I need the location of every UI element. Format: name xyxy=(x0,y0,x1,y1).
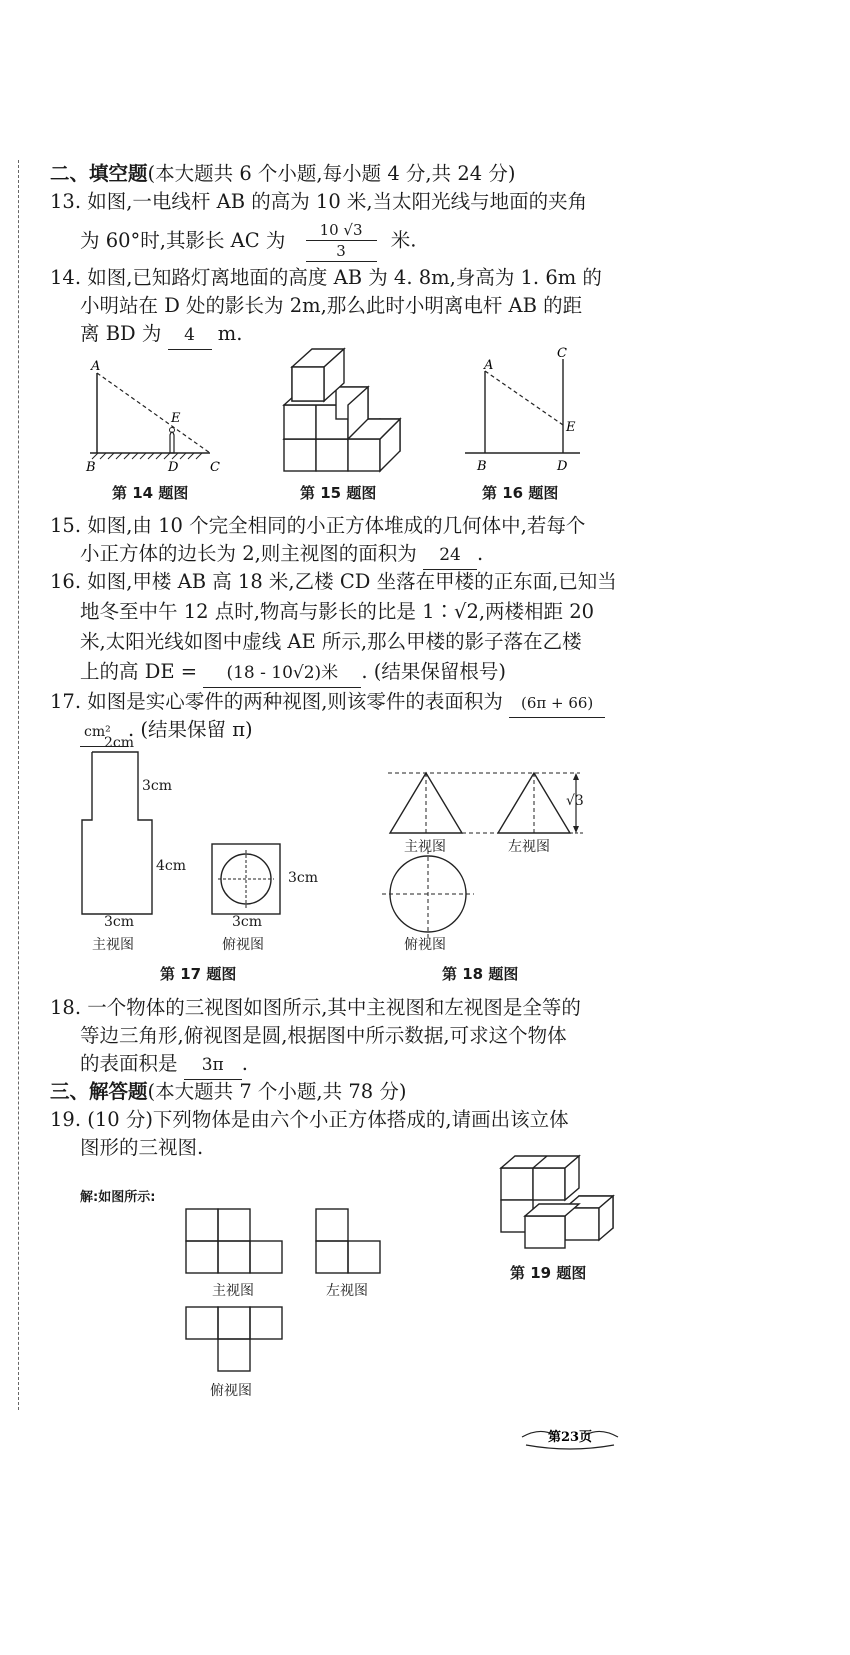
page-number-ribbon xyxy=(520,1423,620,1451)
fig17-dim-2cm: 2cm xyxy=(104,735,135,751)
fig14-label-A: A xyxy=(91,359,101,374)
q19-line1: 19. (10 分)下列物体是由六个小正方体搭成的,请画出该立体 xyxy=(50,1108,569,1131)
section3-note: (本大题共 7 个小题,共 78 分) xyxy=(147,1080,407,1103)
fig17-dim-3cm-square-bottom: 3cm xyxy=(232,914,263,930)
answer19-intro: 解:如图所示: xyxy=(80,1190,156,1205)
q18-answer: 3π xyxy=(184,1051,242,1080)
fig17-dim-3cm-top: 3cm xyxy=(142,778,173,794)
q13-line2-pre: 为 60°时,其影长 AC 为 xyxy=(80,228,286,252)
page-number: 第23页 xyxy=(547,1430,593,1445)
section2-title: 二、填空题 xyxy=(50,162,148,185)
section2-heading xyxy=(50,160,515,188)
fig18-caption: 第 18 题图 xyxy=(442,965,519,983)
q14-line3-pre: 离 BD 为 xyxy=(80,322,162,345)
fig14-label-D: D xyxy=(168,460,179,475)
q16-line2: 地冬至中午 12 点时,物高与影长的比是 1∶√2,两楼相距 20 xyxy=(80,600,595,623)
fig18-left-view-label: 左视图 xyxy=(508,839,550,855)
q18-line2: 等边三角形,俯视图是圆,根据图中所示数据,可求这个物体 xyxy=(80,1024,567,1047)
q18-line3-post: . xyxy=(241,1052,248,1075)
q16-line4-pre: 上的高 DE = xyxy=(80,660,198,683)
q15-answer: 24 xyxy=(423,541,477,570)
fig16-caption: 第 16 题图 xyxy=(482,484,559,502)
q14-line3-post: m. xyxy=(217,322,243,345)
q19-line2: 图形的三视图. xyxy=(80,1136,204,1159)
q13-answer-numerator: 10 √3 xyxy=(306,220,377,241)
q16-answer: (18 - 10√2)米 xyxy=(203,659,361,688)
figure-14 xyxy=(80,355,230,477)
binding-margin-line xyxy=(18,160,19,1410)
q16-line4-post: . (结果保留根号) xyxy=(361,660,506,683)
q16-line4 xyxy=(50,658,506,688)
q14-line2: 小明站在 D 处的影长为 2m,那么此时小明离电杆 AB 的距 xyxy=(80,294,583,317)
answer19-left-view-label: 左视图 xyxy=(326,1283,368,1299)
fig14-caption: 第 14 题图 xyxy=(112,484,189,502)
section3-heading xyxy=(50,1078,406,1106)
fig16-label-A: A xyxy=(484,358,494,373)
fig16-label-C: C xyxy=(557,346,567,361)
answer19-main-view-label: 主视图 xyxy=(212,1283,254,1299)
answer19-top-view-label: 俯视图 xyxy=(210,1383,252,1399)
q18-line3 xyxy=(50,1050,248,1080)
section3-title: 三、解答题 xyxy=(50,1080,148,1103)
fig16-label-D: D xyxy=(557,459,568,474)
fig14-label-B: B xyxy=(86,460,96,475)
q17-answer-part1: (6π + 66) xyxy=(509,689,605,718)
q16-line1: 16. 如图,甲楼 AB 高 18 米,乙楼 CD 坐落在甲楼的正东面,已知当 xyxy=(50,570,617,593)
q13-answer-denominator: 3 xyxy=(306,241,377,262)
q13-answer-fraction xyxy=(306,220,377,262)
fig14-label-E: E xyxy=(171,411,181,426)
q17-line1 xyxy=(50,688,605,718)
section2-note: (本大题共 6 个小题,每小题 4 分,共 24 分) xyxy=(147,162,516,185)
figure-15 xyxy=(280,343,410,473)
fig16-label-B: B xyxy=(477,459,487,474)
q15-line2-post: . xyxy=(477,542,484,565)
fig18-sqrt3-label: √3 xyxy=(566,793,584,809)
fig18-top-view-label: 俯视图 xyxy=(404,937,446,953)
q14-answer: 4 xyxy=(168,321,212,350)
fig17-top-view-label: 俯视图 xyxy=(222,937,264,953)
q17-line2-post: . (结果保留 π) xyxy=(128,718,253,741)
fig14-label-C: C xyxy=(210,460,220,475)
fig16-label-E: E xyxy=(566,420,576,435)
q13-line2-post: 米. xyxy=(390,228,417,252)
fig18-main-view-label: 主视图 xyxy=(404,839,446,855)
q17-answer-part2: cm² xyxy=(80,718,128,747)
q16-line3: 米,太阳光线如图中虚线 AE 所示,那么甲楼的影子落在乙楼 xyxy=(80,630,582,653)
fig17-main-view-label: 主视图 xyxy=(92,937,134,953)
q13-line1: 13. 如图,一电线杆 AB 的高为 10 米,当太阳光线与地面的夹角 xyxy=(50,190,588,213)
fig17-dim-3cm-square-right: 3cm xyxy=(288,870,319,886)
q15-line1: 15. 如图,由 10 个完全相同的小正方体堆成的几何体中,若每个 xyxy=(50,514,586,537)
q15-line2-pre: 小正方体的边长为 2,则主视图的面积为 xyxy=(80,542,417,565)
q14-line3 xyxy=(50,320,242,350)
q13-line2 xyxy=(50,220,416,262)
q18-line3-pre: 的表面积是 xyxy=(80,1052,178,1075)
fig17-dim-4cm: 4cm xyxy=(156,858,187,874)
fig15-caption: 第 15 题图 xyxy=(300,484,377,502)
q18-line1: 18. 一个物体的三视图如图所示,其中主视图和左视图是全等的 xyxy=(50,996,581,1019)
q14-line1: 14. 如图,已知路灯离地面的高度 AB 为 4. 8m,身高为 1. 6m 的 xyxy=(50,266,602,289)
fig19-caption: 第 19 题图 xyxy=(510,1264,587,1282)
answer19-top-view xyxy=(180,1303,300,1383)
fig17-caption: 第 17 题图 xyxy=(160,965,237,983)
q15-line2 xyxy=(50,540,483,570)
fig17-dim-3cm-bottom: 3cm xyxy=(104,914,135,930)
q17-line1-pre: 17. 如图是实心零件的两种视图,则该零件的表面积为 xyxy=(50,690,503,713)
figure-19 xyxy=(495,1152,625,1252)
figure-16 xyxy=(460,345,605,475)
